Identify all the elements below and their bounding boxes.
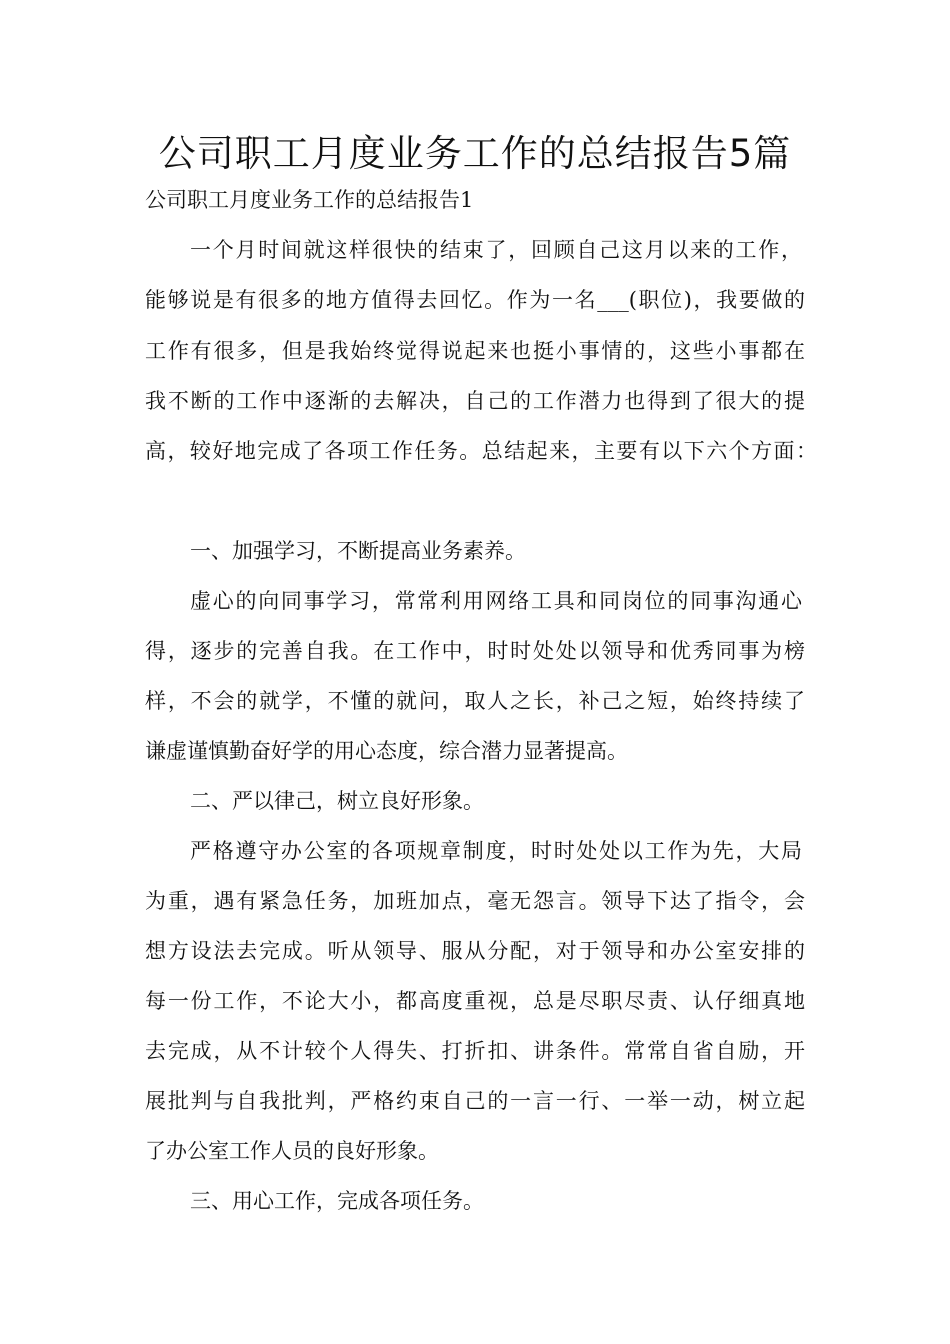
paragraph-line: 高，较好地完成了各项工作任务。总结起来，主要有以下六个方面：: [145, 439, 817, 463]
paragraph-line: 一个月时间就这样很快的结束了，回顾自己这月以来的工作，: [190, 238, 802, 262]
paragraph-line: 样，不会的就学，不懂的就问，取人之长，补己之短，始终持续了: [145, 689, 805, 713]
section-subtitle: 公司职工月度业务工作的总结报告1: [145, 188, 474, 212]
paragraph-line: 虚心的向同事学习，常常利用网络工具和同岗位的同事沟通心: [190, 589, 802, 613]
paragraph-line: 去完成，从不计较个人得失、打折扣、讲条件。常常自省自励，开: [145, 1039, 805, 1063]
paragraph-line: 得，逐步的完善自我。在工作中，时时处处以领导和优秀同事为榜: [145, 639, 805, 663]
paragraph-line: 每一份工作，不论大小，都高度重视，总是尽职尽责、认仔细真地: [145, 989, 805, 1013]
paragraph-line: 想方设法去完成。听从领导、服从分配，对于领导和办公室安排的: [145, 939, 805, 963]
section-heading: 二、严以律己，树立良好形象。: [190, 789, 484, 813]
section-heading: 一、加强学习，不断提高业务素养。: [190, 539, 526, 563]
paragraph-line: 严格遵守办公室的各项规章制度，时时处处以工作为先，大局: [190, 839, 802, 863]
document-title: 公司职工月度业务工作的总结报告5篇: [158, 132, 792, 175]
section-heading: 三、用心工作，完成各项任务。: [190, 1189, 484, 1213]
paragraph-line: 为重，遇有紧急任务，加班加点，毫无怨言。领导下达了指令，会: [145, 889, 805, 913]
paragraph-line: 我不断的工作中逐渐的去解决，自己的工作潜力也得到了很大的提: [145, 389, 805, 413]
paragraph-line: 谦虚谨慎勤奋好学的用心态度，综合潜力显著提高。: [145, 739, 628, 763]
paragraph-line: 工作有很多，但是我始终觉得说起来也挺小事情的，这些小事都在: [145, 339, 805, 363]
paragraph-line: 能够说是有很多的地方值得去回忆。作为一名___(职位)，我要做的: [145, 288, 805, 312]
paragraph-line: 展批判与自我批判，严格约束自己的一言一行、一举一动，树立起: [145, 1089, 805, 1113]
paragraph-line: 了办公室工作人员的良好形象。: [145, 1139, 439, 1163]
